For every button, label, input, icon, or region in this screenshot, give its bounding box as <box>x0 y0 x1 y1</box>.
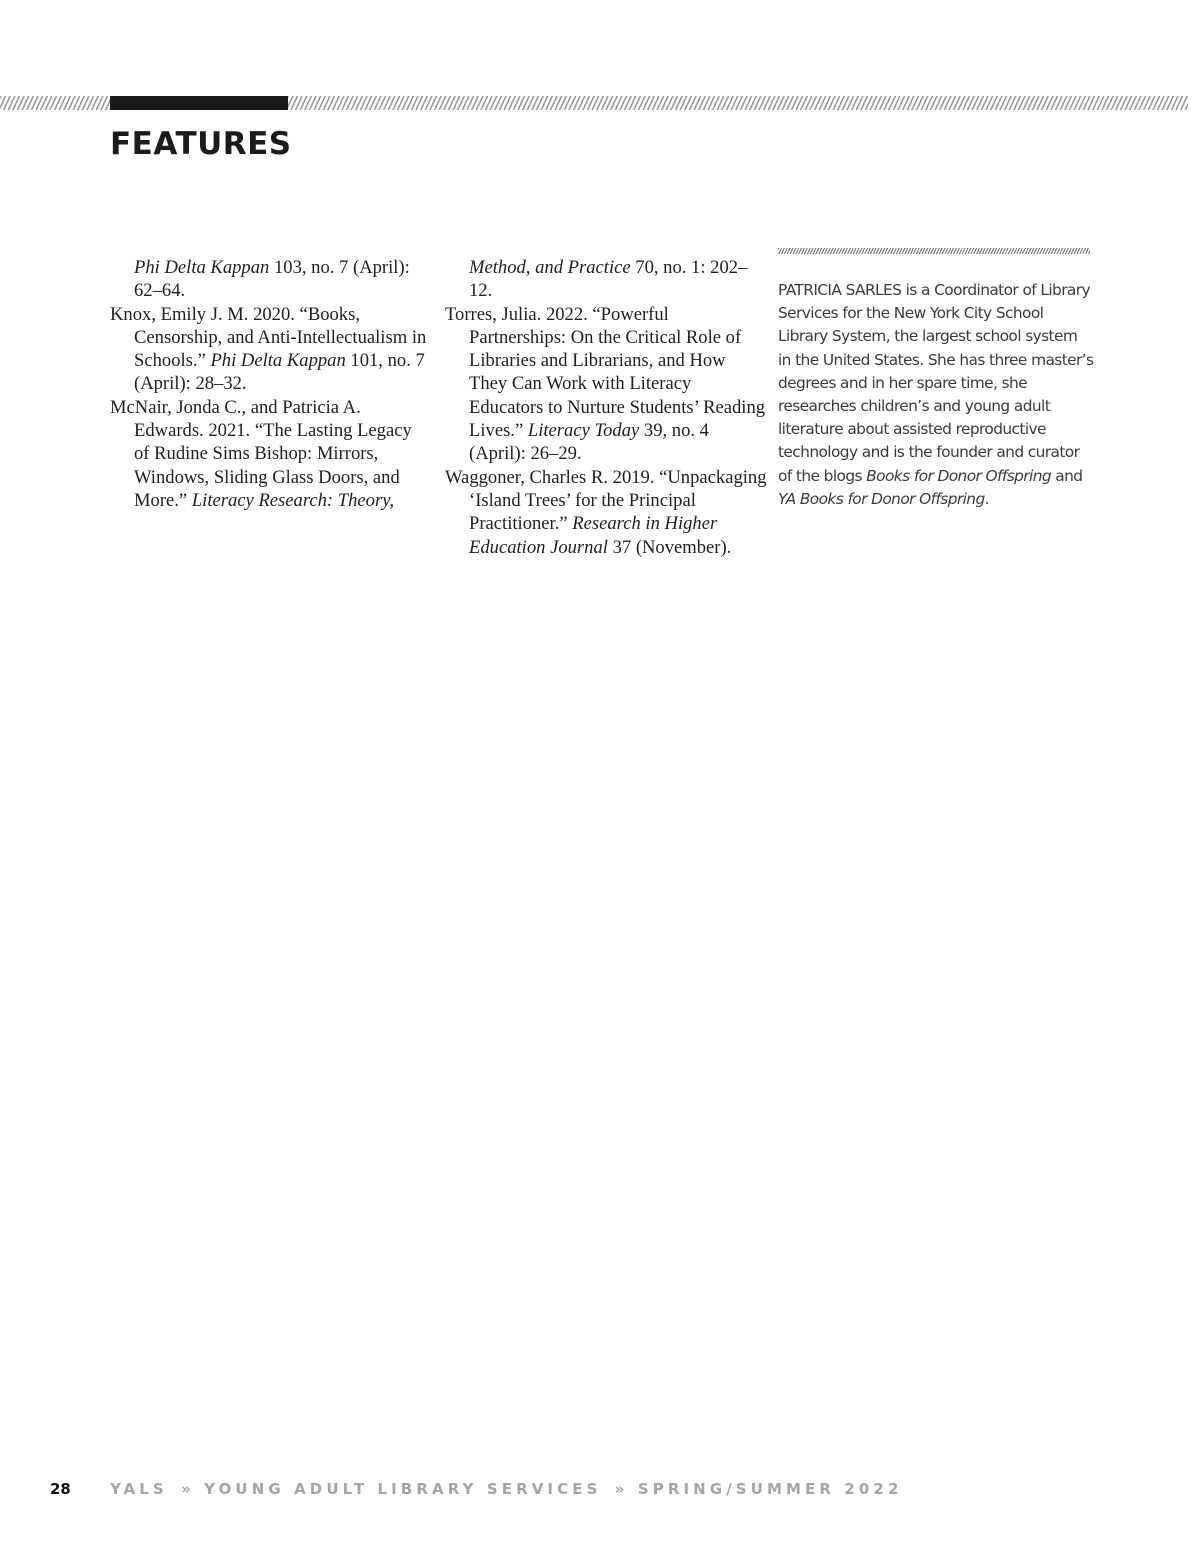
reference-journal: Method, and Practice <box>469 257 631 278</box>
reference-entry <box>110 303 428 396</box>
section-marker-bar <box>110 96 288 110</box>
footer-publication: YALS <box>110 1480 168 1498</box>
reference-text: McNair, Jonda C., and Patricia A. Edwards. 2021. “The Lasting Legacy of Rudine Sims Bishop: Mirrors, Windows, Sliding Glass Doors, and More.” <box>110 396 412 511</box>
author-bio <box>778 279 1094 511</box>
reference-text: Knox, Emily J. M. 2020. “Books, Censorship, and Anti-Intellectualism in Schools.” <box>110 303 427 372</box>
reference-text: 101, no. 7 (April): 28–32. <box>134 350 425 395</box>
running-footer <box>110 1480 903 1498</box>
reference-entry <box>445 256 767 303</box>
reference-text: 39, no. 4 (April): 26–29. <box>469 420 709 465</box>
footer-separator: » <box>181 1480 191 1498</box>
footer-separator: » <box>614 1480 625 1498</box>
bio-text: and <box>1051 466 1083 485</box>
reference-entry <box>445 466 767 559</box>
page-footer <box>0 1478 1200 1504</box>
bio-blog-title: YA Books for Donor Offspring <box>778 489 985 508</box>
page-number: 28 <box>50 1480 71 1498</box>
reference-journal: Literacy Today <box>527 420 640 442</box>
bio-text: . <box>984 489 989 508</box>
reference-entry <box>110 396 428 512</box>
reference-text: 70, no. 1: 202–12. <box>469 257 748 302</box>
references-column-2 <box>445 256 767 559</box>
reference-text: Torres, Julia. 2022. “Powerful Partnerships: On the Critical Role of Libraries and Librarians, and How They Can Work with Literacy Educators to Nurture Students’ Reading Lives.” <box>445 303 766 442</box>
reference-text: 103, no. 7 (April): 62–64. <box>134 257 410 302</box>
reference-entry <box>110 256 428 303</box>
reference-journal: Literacy Research: Theory, <box>191 489 395 511</box>
reference-text: 37 (November). <box>607 536 732 558</box>
reference-journal: Phi Delta Kappan <box>134 257 270 278</box>
bio-blog-title: Books for Donor Offspring <box>866 466 1052 485</box>
bio-text: PATRICIA SARLES is a Coordinator of Library Services for the New York City School Library System, the largest school system in the United States. She has three master’s degrees and in her spare time, she researches children’s and young adult literature about assisted reproductive technology and is the founder and curator of the blogs <box>778 281 1094 485</box>
reference-journal: Phi Delta Kappan <box>210 350 346 372</box>
bio-divider-rule <box>778 248 1090 254</box>
reference-entry <box>445 303 767 466</box>
footer-issue: SPRING/SUMMER 2022 <box>637 1480 903 1498</box>
reference-text: Waggoner, Charles R. 2019. “Unpackaging ‘Island Trees’ for the Principal Practitioner.” <box>445 466 767 535</box>
section-title: FEATURES <box>110 126 292 162</box>
reference-journal: Research in Higher Education Journal <box>469 513 718 558</box>
footer-journal: YOUNG ADULT LIBRARY SERVICES <box>204 1480 602 1498</box>
references-column-1 <box>110 256 428 512</box>
